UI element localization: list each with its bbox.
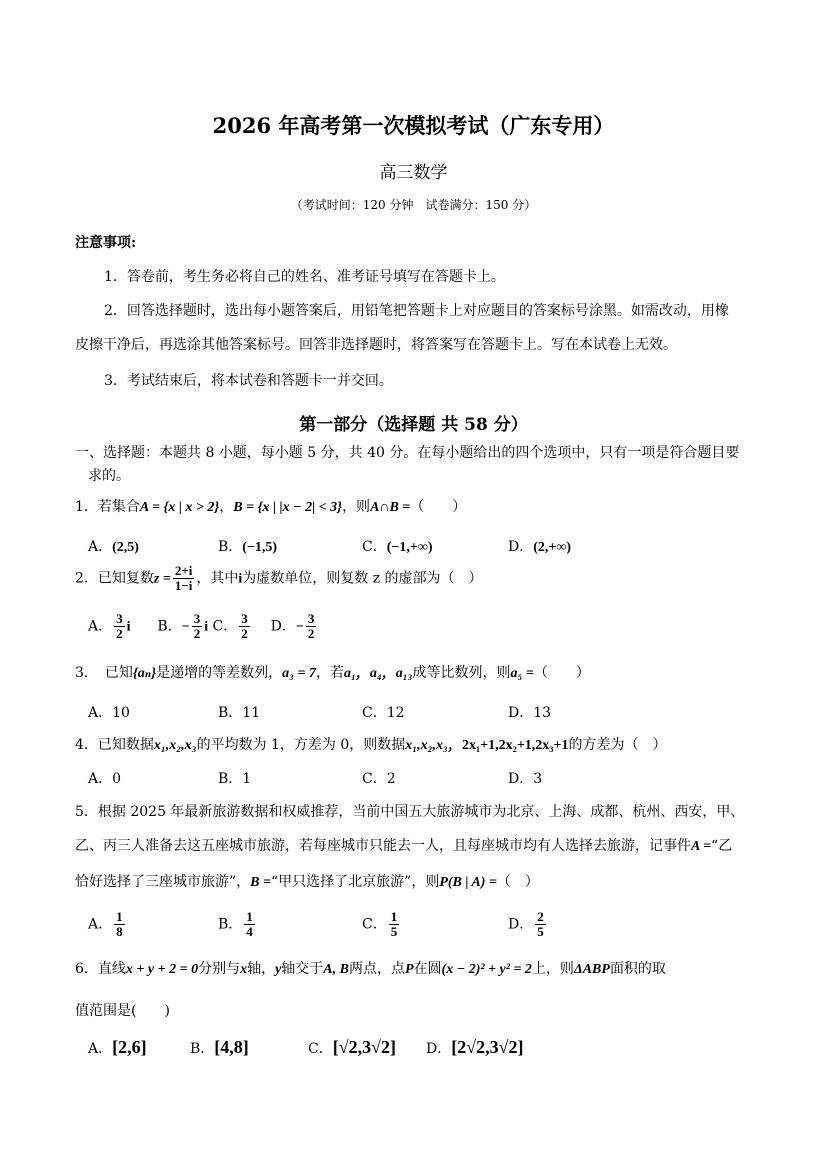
option-value: (−1,5)	[242, 540, 278, 555]
notice-item-2-line-2: 皮擦干净后，再选涂其他答案标号。回答非选择题时，将答案写在答题卡上。写在本试卷上无效。	[75, 337, 677, 353]
q4-suffix: 的方差为（ ）	[568, 737, 667, 753]
q2-opt-c-frac	[239, 612, 250, 641]
q6-prefix: 6．直线	[75, 961, 126, 977]
option-tail: i	[204, 619, 209, 635]
q4-option-c	[362, 768, 396, 788]
option-label: A．	[88, 705, 113, 721]
q2-suffix: 为虚数单位，则复数 z 的虚部为（ ）	[242, 570, 483, 587]
q2-frac-num: 2+i	[174, 563, 193, 578]
q4-data3: 2x₁+1,2x₂+1,2x₃+1	[461, 738, 569, 753]
q2-mid: ，其中	[196, 570, 239, 587]
q3-a3: a₃ = 7	[282, 666, 316, 681]
q5-line-3	[75, 871, 539, 891]
q3-option-c	[362, 702, 405, 722]
q2-fraction	[173, 564, 195, 593]
q5-event-b: B =	[250, 875, 271, 890]
frac-num: 2	[537, 909, 544, 924]
frac-num: 3	[116, 611, 123, 626]
q1-set-a: A = {x | x > 2}	[139, 500, 220, 515]
q6-mid6: 上，则	[531, 961, 574, 977]
q6-line-2: 值范围是( )	[75, 1003, 170, 1019]
option-label: B．	[190, 1041, 215, 1057]
frac-den: 2	[307, 626, 315, 641]
q1-paren: （ ）	[410, 499, 467, 515]
question-1	[75, 496, 466, 516]
q6-line-eq: x + y + 2 = 0	[125, 962, 199, 977]
q3-paren: （ ）	[533, 665, 590, 681]
option-value: 13	[533, 705, 552, 721]
q6-option-a	[88, 1037, 147, 1058]
q6-mid3: 轴交于	[281, 961, 324, 977]
q5-line-1: 5．根据 2025 年最新旅游数据和权威推荐，当前中国五大旅游城市为北京、上海、成都、杭州、西安，甲、	[75, 804, 745, 820]
q4-data1: x₁,x₂,x₃	[153, 738, 197, 753]
frac-num: 3	[307, 611, 315, 626]
section-intro-line-2: 求的。	[88, 468, 130, 484]
q2-frac-den: 1−i	[174, 578, 193, 593]
option-label: C．	[362, 916, 387, 933]
option-value: 3	[533, 771, 543, 787]
option-value: [2,6]	[112, 1037, 147, 1057]
frac-den: 2	[193, 626, 201, 641]
q3-a5: a₅ =	[510, 666, 534, 681]
q2-opt-b-frac	[192, 612, 203, 641]
q3-mid3: 成等比数列，则	[412, 665, 511, 681]
q1-option-c	[362, 536, 432, 556]
option-label: B．	[218, 771, 243, 787]
q4-data2: x₁,x₂,x₃，	[405, 738, 462, 753]
q1-prefix: 1．若集合	[75, 499, 140, 515]
option-label: B．	[218, 705, 243, 721]
option-label: A．	[88, 539, 113, 555]
q5-option-a	[88, 910, 127, 939]
option-label: B．	[157, 618, 182, 635]
frac-num: 1	[390, 909, 398, 924]
page-title: 2026 年高考第一次模拟考试（广东专用）	[212, 113, 615, 138]
q1-set-b: B = {x | |x − 2| < 3}	[233, 500, 343, 515]
q3-option-d	[508, 702, 551, 722]
option-label: A．	[88, 618, 113, 635]
option-sign: −	[181, 619, 190, 635]
frac-den: 4	[246, 924, 253, 939]
question-4	[75, 734, 666, 754]
q3-prefix: 3． 已知	[75, 665, 133, 681]
q4-option-d	[508, 768, 542, 788]
frac-den: 5	[537, 924, 544, 939]
option-frac	[244, 910, 255, 939]
option-frac	[535, 910, 546, 939]
option-label: D．	[426, 1041, 452, 1057]
q6-option-d	[426, 1037, 523, 1058]
option-value: (2,+∞)	[533, 540, 572, 555]
question-6	[75, 958, 666, 978]
option-value: (−1,+∞)	[386, 540, 433, 555]
q4-option-b	[218, 768, 251, 788]
q5-option-c	[362, 910, 401, 939]
q4-mid1: 的平均数为 1，方差为 0，则数据	[196, 737, 406, 753]
q5-event-a: A =	[691, 839, 712, 854]
q6-p: P	[404, 962, 414, 977]
question-2	[75, 564, 483, 593]
q3-seq: {aₙ}	[132, 666, 157, 681]
q3-mid2: ，若	[315, 665, 344, 681]
frac-num: 1	[116, 909, 123, 924]
q1-comma: ，	[219, 499, 234, 515]
q5-line3-a: 恰好选择了三座城市旅游”，	[75, 874, 251, 890]
frac-num: 3	[241, 611, 248, 626]
frac-den: 2	[116, 626, 123, 641]
q6-triangle: ΔABP	[573, 962, 610, 977]
option-label: D．	[270, 618, 296, 635]
q1-option-d	[508, 536, 571, 556]
frac-num: 3	[193, 611, 201, 626]
option-value: 0	[112, 771, 122, 787]
q1-expr: A∩B =	[370, 500, 411, 515]
section-intro-line-1: 一、选择题：本题共 8 小题，每小题 5 分，共 40 分。在每小题给出的四个选项中，只有一项是符合题目要	[75, 445, 740, 461]
option-value: (2,5)	[112, 540, 139, 555]
q6-mid1: 分别与	[198, 961, 241, 977]
option-label: C．	[362, 771, 387, 787]
option-tail: i	[126, 619, 131, 635]
option-value: 1	[242, 771, 252, 787]
q6-suffix: 面积的取	[609, 961, 666, 977]
frac-den: 2	[241, 626, 248, 641]
q6-option-c	[308, 1037, 396, 1058]
q2-prefix: 2．已知复数	[75, 570, 154, 587]
q6-mid2: 轴，	[247, 961, 276, 977]
option-value: [2√2,3√2]	[451, 1037, 524, 1057]
option-frac	[389, 910, 400, 939]
frac-den: 8	[116, 924, 123, 939]
q3-terms: a₁，a₄，a₁₃	[343, 666, 413, 681]
option-label: A．	[88, 771, 113, 787]
option-value: 12	[386, 705, 405, 721]
notice-item-1: 1．答卷前，考生务必将自己的姓名、准考证号填写在答题卡上。	[104, 269, 505, 285]
q2-options	[88, 612, 318, 641]
q1-option-b	[218, 536, 277, 556]
option-label: B．	[218, 916, 243, 933]
q3-mid1: 是递增的等差数列，	[156, 665, 283, 681]
question-3	[75, 662, 590, 682]
frac-num: 1	[246, 909, 253, 924]
option-value: 10	[112, 705, 130, 721]
option-value: 2	[386, 771, 396, 787]
option-sign: −	[295, 619, 304, 635]
q2-i: i	[238, 571, 243, 587]
q6-mid4: 两点，点	[348, 961, 405, 977]
option-label: B．	[218, 539, 243, 555]
option-frac	[114, 910, 125, 939]
q6-x: x	[240, 962, 248, 977]
option-label: A．	[88, 1041, 113, 1057]
q5-option-b	[218, 910, 257, 939]
q1-suffix: ，则	[342, 499, 371, 515]
option-value: [√2,3√2]	[332, 1037, 396, 1057]
q4-prefix: 4．已知数据	[75, 737, 154, 753]
option-value: 11	[242, 705, 261, 721]
option-label: D．	[508, 771, 534, 787]
q6-mid5: 在圆	[413, 961, 442, 977]
q4-option-a	[88, 768, 121, 788]
q5-paren: （ ）	[496, 874, 539, 890]
frac-den: 5	[390, 924, 398, 939]
q3-option-a	[88, 702, 130, 722]
option-label: D．	[508, 916, 534, 933]
q5-line3-b: “甲只选择了北京旅游”，则	[271, 874, 440, 890]
q6-y: y	[275, 962, 282, 977]
q1-option-a	[88, 536, 139, 556]
option-label: C．	[362, 539, 387, 555]
q6-ab: A, B	[323, 962, 349, 977]
q3-option-b	[218, 702, 260, 722]
q2-z: z =	[153, 571, 171, 587]
q5-line-2	[75, 835, 732, 855]
q2-opt-d-frac	[306, 612, 317, 641]
option-label: D．	[508, 539, 534, 555]
option-label: D．	[508, 705, 534, 721]
section-title: 第一部分（选择题 共 58 分）	[299, 415, 528, 435]
option-label: C．	[308, 1041, 333, 1057]
q5-option-d	[508, 910, 548, 939]
option-label: A．	[88, 916, 113, 933]
option-label: C．	[362, 705, 387, 721]
subject-title: 高三数学	[379, 163, 448, 183]
exam-info: （考试时间：120 分钟 试卷满分：150 分）	[290, 198, 537, 212]
q5-line2-b: “乙	[711, 838, 733, 854]
q5-probability: P(B | A) =	[439, 875, 497, 890]
notice-heading: 注意事项:	[75, 235, 137, 251]
option-value: [4,8]	[214, 1037, 249, 1057]
notice-item-2-line-1: 2．回答选择题时，选出每小题答案后，用铅笔把答题卡上对应题目的答案标号涂黑。如需改动，用橡	[104, 303, 729, 319]
notice-item-3: 3．考试结束后，将本试卷和答题卡一并交回。	[104, 373, 393, 389]
option-label: C．	[212, 618, 238, 635]
q5-line2-a: 乙、丙三人准备去这五座城市旅游，若每座城市只能去一人，且每座城市均有人选择去旅游，记事件	[75, 838, 691, 854]
q6-circle: (x − 2)² + y² = 2	[441, 962, 532, 977]
q2-opt-a-frac	[114, 612, 125, 641]
q6-option-b	[190, 1037, 249, 1058]
